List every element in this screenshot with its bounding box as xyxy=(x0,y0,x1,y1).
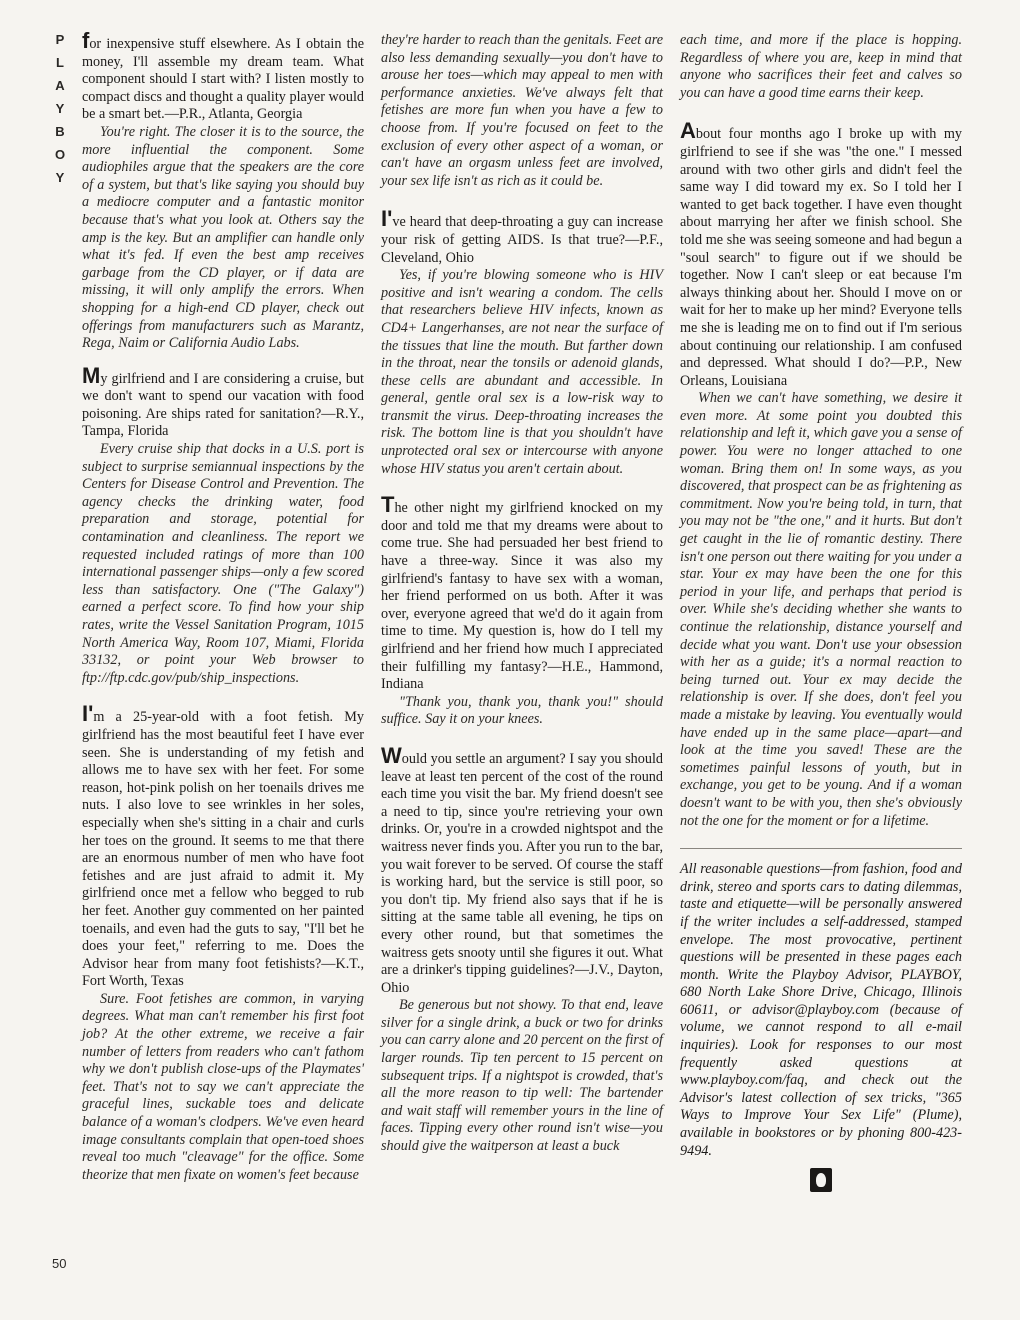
question: I've heard that deep-throating a guy can increase your risk of getting AIDS. Is that true?—P.F., Cleveland, Ohio xyxy=(381,206,663,266)
masthead-letter: B xyxy=(55,124,69,139)
answer-continued: each time, and more if the place is hopping. Regardless of where you are, keep in mind that anyone who sacrifices their feet and calves so you can have a good time earns their keep. xyxy=(680,32,962,101)
rabbit-head-icon xyxy=(810,1168,832,1192)
answer-continued-block xyxy=(381,32,663,190)
answer-continued: they're harder to reach than the genitals. Feet are also less demanding sexually—you don't have to arouse her toes—which may appeal to men with performance anxieties. We've always felt that fetishes are more fun when you have a few to choose from. If you're focused on feet to the exclusion of every other aspect of a woman, or can't have an orgasm unless feet are involved, your sex life isn't as rich as it could be. xyxy=(381,32,663,189)
answer: When we can't have something, we desire it even more. At some point you doubted this relationship and left it, which gave you a sense of power. You were no longer attached to one woman. Bring them on! In some ways, as you discovered, that prospect can be as frightening as commitment. Now you're being told, in turn, that you may not be "the one," and it hurts. But don't get caught in the lie of romantic destiny. There isn't one person out there waiting for you under a star. Your ex may have been the one for this period in your life, and perhaps that period is over. While she's deciding whether she wants to continue the relationship, distance yourself and decide what you want. Don't use your obsession with her as a guide; it's a normal reaction to being turned out. Your ex may decide the relationship is over. If she does, don't feel you made a mistake by leaving. You eventually would have ended up in the same place—apart—and look at the time you saved! These are the sometimes painful lessons of youth, but in exchange, you get to be young. And if a woman doesn't want to be with you, then she's obviously not the one for the moment or for a lifetime. xyxy=(680,390,962,829)
question: My girlfriend and I are considering a cruise, but we don't want to spend our vacation with food poisoning. Are ships rated for sanitation?—R.Y., Tampa, Florida xyxy=(82,362,364,440)
masthead-letter: O xyxy=(54,147,70,162)
qa-block xyxy=(82,362,364,688)
answer: You're right. The closer it is to the source, the more influential the component. Some audiophiles argue that the speakers are the core of a system, but that's like saying you should buy a mediocre computer and a fantastic monitor because that's what you look at. Others say the amp is the key. But an amplifier can handle only what it's fed. If even the best amp receives garbage from the CD player, or if data are missing, it will only amplify the errors. When shopping for a high-end CD player, check out offerings from manufacturers such as Marantz, Rega, Naim or California Audio Labs. xyxy=(82,123,364,352)
qa-block xyxy=(381,206,663,478)
column-2 xyxy=(381,32,663,1174)
qa-block xyxy=(381,492,663,729)
answer: "Thank you, thank you, thank you!" should suffice. Say it on your knees. xyxy=(381,693,663,728)
answer: Sure. Foot fetishes are common, in varying degrees. What man can't remember his first foot job? At the other extreme, we receive a fair number of letters from readers who can't fathom why we don't publish close-ups of the Playmates' feet. That's not to say we can't appreciate the graceful lines, suckable toes and delicate balance of a woman's clodpers. We've even heard image consultants complain that open-toed shoes reveal too much "cleavage" for the office. Some theorize that men fixate on women's feet because xyxy=(82,990,364,1183)
masthead-letter: P xyxy=(55,32,69,47)
question: About four months ago I broke up with my girlfriend to see if she was "the one." I messed around with two other girls and didn't feel the same way I did toward my ex. So I told her I wanted to get back together. I have even thought about marrying her after we finish school. She told me she was seeing someone and had begun a "soul search" to figure out if we should be together. Now I can't sleep or eat because I'm always thinking about her. Should I move on or wait for her to make up her mind? Everyone tells me she is leading me on to find out if I'm serious about continuing our relationship. I am confused and depressed. What should I do?—P.P., New Orleans, Louisiana xyxy=(680,118,962,389)
question: The other night my girlfriend knocked on my door and told me that my dreams were about to come true. She had persuaded her best friend to have a three-way. Since it was also my girlfriend's fantasy to have sex with a woman, her friend performed on us both. After it was over, everyone agreed that we'd do it again from time to time. My question is, how do I tell my girlfriend and her friend how much I appreciated their fulfilling my fantasy?—H.E., Hammond, Indiana xyxy=(381,492,663,693)
answer: Be generous but not showy. To that end, leave silver for a single drink, a buck or two for drinks you can carry alone and 20 percent on the first of larger rounds. Tip ten percent to 15 percent on subsequent trips. If a nightspot is crowded, that's all the more reason to tip well: The bartender and wait staff will remember yours in the line of faces. Tipping every other round isn't wise—you should give the waitperson at least a buck xyxy=(381,997,663,1155)
qa-block xyxy=(381,742,663,1156)
masthead-letter: Y xyxy=(55,101,69,116)
qa-block xyxy=(82,28,364,353)
question: Would you settle an argument? I say you should leave at least ten percent of the cost of the round each time you visit the bar. My friend doesn't see a need to tip, since you're retrieving your own drinks. Or, you're in a crowded nightspot and the waitress never finds you. After you run to the bar, you wait forever to be served. Of course the staff is working hard, but the service is still poor, so you don't tip. My friend also says that if he is sitting at the same table all evening, he tips on every other round, but that sometimes the waitress gets snooty until she figures it out. What are a drinker's tipping guidelines?—J.V., Dayton, Ohio xyxy=(381,742,663,996)
page-number: 50 xyxy=(52,1256,67,1271)
qa-block xyxy=(82,701,364,1184)
masthead-letter: A xyxy=(55,78,69,93)
column-3 xyxy=(680,32,962,1192)
column-1 xyxy=(82,28,364,1202)
masthead-vertical xyxy=(52,32,72,193)
answer-continued-block xyxy=(680,32,962,102)
masthead-letter: L xyxy=(56,55,68,70)
qa-block xyxy=(680,118,962,830)
advisor-submission-note: All reasonable questions—from fashion, food and drink, stereo and sports cars to dating dilemmas, taste and etiquette—will be personally answered if the writer includes a self-addressed, stamped envelope. The most provocative, pertinent questions will be presented in these pages each month. Write the Playboy Advisor, PLAYBOY, 680 North Lake Shore Drive, Chicago, Illinois 60611, or advisor@playboy.com (because of volume, we cannot respond to all e-mail inquiries). Look for responses to our most frequently asked questions at www.playboy.com/faq, and check out the Advisor's latest collection of sex tricks, "365 Ways to Improve Your Sex Life" (Plume), available in bookstores or by phoning 800-423-9494. xyxy=(680,848,962,1160)
answer: Every cruise ship that docks in a U.S. port is subject to surprise semiannual inspections by the Centers for Disease Control and Prevention. The agency checks the drinking water, food preparation and storage, potential for contamination and cleanliness. The report we requested included ratings of more than 100 international passenger ships—only a few scored less than satisfactory. One ("The Galaxy") earned a perfect score. To find how your ship rates, write the Vessel Sanitation Program, 1015 North America Way, Room 107, Miami, Florida 33132, or point your Web browser to ftp://ftp.cdc.gov/pub/ship_inspections. xyxy=(82,441,364,686)
answer: Yes, if you're blowing someone who is HIV positive and isn't wearing a condom. The cells that researchers believe HIV infects, known as CD4+ Langerhanses, are not near the surface of the tissues that line the mouth. But farther down in the throat, near the tonsils or adenoid glands, these cells are abundant and accessible. In general, gentle oral sex is a low-risk way to transmit the virus. Deep-throating increases the risk. The bottom line is that you shouldn't have unprotected oral sex or intercourse with anyone whose HIV status you aren't certain about. xyxy=(381,267,663,477)
question: I'm a 25-year-old with a foot fetish. My girlfriend has the most beautiful feet I have ever seen. She is understanding of my fetish and allows me to have sex with her feet. For some reason, hot-pink polish on her toenails drives me nuts. I also love to see wrinkles in her soles, especially when she's sitting in a chair and curls her toes on the ground. It seems to me that there are an enormous number of men who have foot fetishes and are just afraid to admit it. My girlfriend once met a fellow who begged to rub her feet. Another guy commented on her painted toenails, and even had the guts to say, "I'll bet he does your feet," referring to me. Does the Advisor hear from many foot fetishists?—K.T., Fort Worth, Texas xyxy=(82,701,364,990)
question-continued: for inexpensive stuff elsewhere. As I obtain the money, I'll assemble my dream team. What component should I start with? I listen mostly to compact discs and thought a quality player would be a smart bet.—P.R., Atlanta, Georgia xyxy=(82,28,364,123)
masthead-letter: Y xyxy=(55,170,69,185)
